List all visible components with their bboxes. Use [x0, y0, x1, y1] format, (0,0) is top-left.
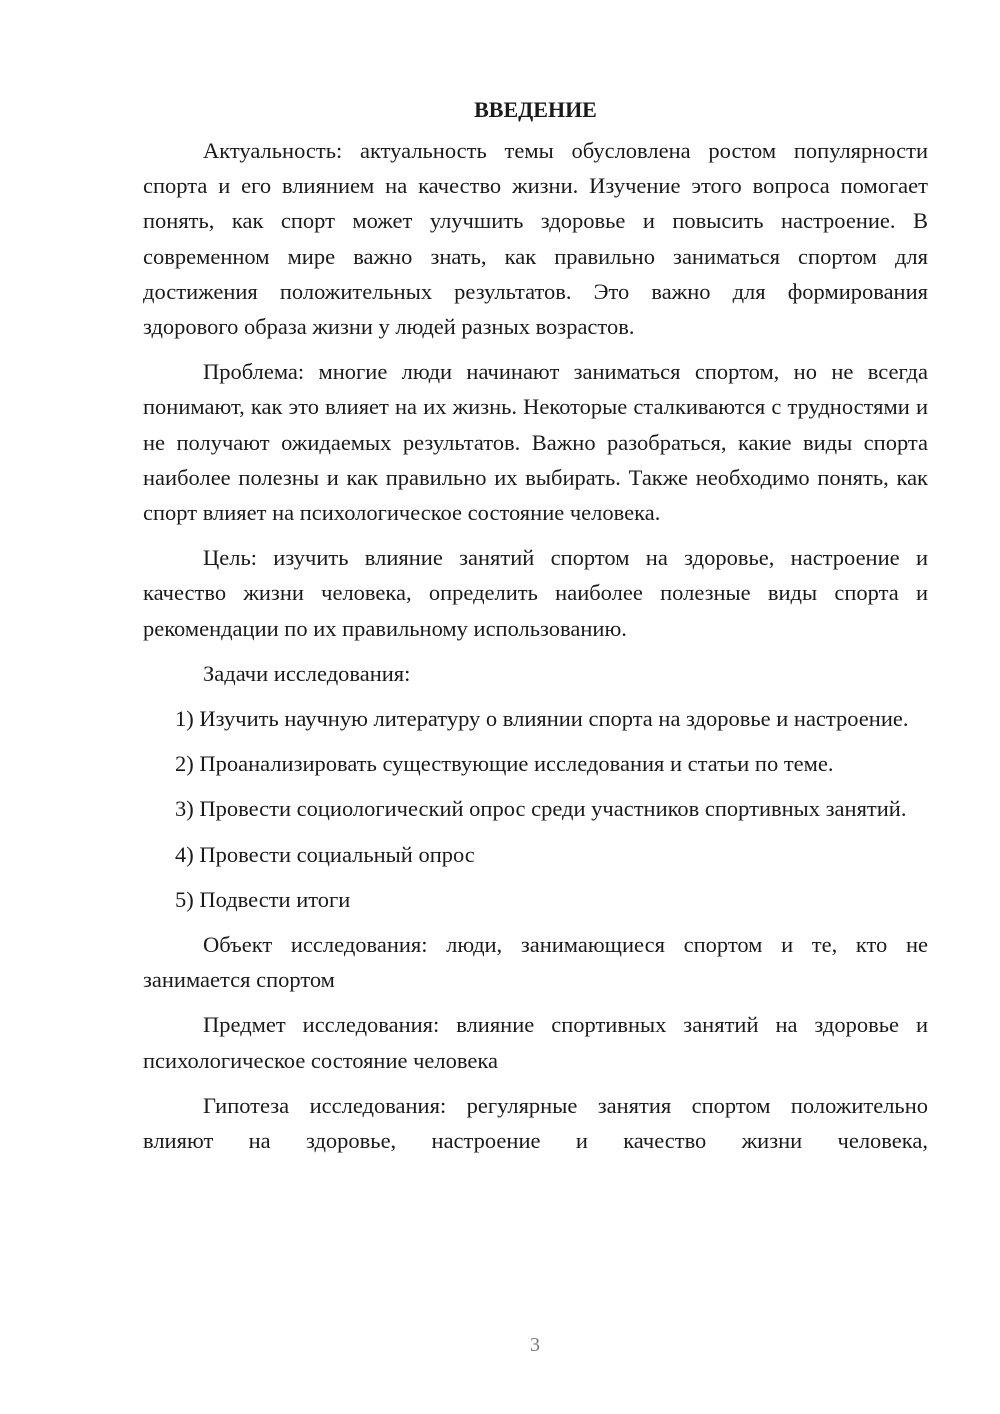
page-number: 3: [530, 1334, 540, 1356]
paragraph-subject: Предмет исследования: влияние спортивных занятий на здоровье и психологическое состояние человека: [143, 1012, 928, 1073]
paragraph-object: Объект исследования: люди, занимающиеся спортом и те, кто не занимается спортом: [143, 932, 928, 993]
section-title: ВВЕДЕНИЕ: [474, 97, 597, 122]
paragraph-relevance: Актуальность: актуальность темы обусловлена ростом популярности спорта и его влиянием на качество жизни. Изучение этого вопроса помогает понять, как спорт может улучшить здоровье и повысить настроение. В современном мире важно знать, как правильно заниматься спортом для достижения положительных результатов. Это важно для формирования здорового образа жизни у людей разных возрастов.: [143, 138, 928, 340]
paragraph-goal: Цель: изучить влияние занятий спортом на здоровье, настроение и качество жизни человека, определить наиболее полезные виды спорта и рекомендации по их правильному использованию.: [143, 545, 928, 641]
task-item: 2) Проанализировать существующие исследования и статьи по теме.: [175, 751, 834, 777]
paragraph-problem: Проблема: многие люди начинают заниматься спортом, но не всегда понимают, как это влияет на их жизнь. Некоторые сталкиваются с трудностями и не получают ожидаемых результатов. Важно разобраться, какие виды спорта наиболее полезны и как правильно их выбирать. Также необходимо понять, как спорт влияет на психологическое состояние человека.: [143, 359, 928, 526]
task-item: 3) Провести социологический опрос среди участников спортивных занятий.: [175, 796, 907, 822]
task-item: 5) Подвести итоги: [175, 886, 351, 912]
paragraph-hypothesis: Гипотеза исследования: регулярные занятия спортом положительно влияют на здоровье, настроение и качество жизни человека,: [143, 1092, 928, 1154]
document-body: [143, 92, 928, 1158]
paragraph-tasks-heading: Задачи исследования:: [203, 660, 411, 686]
task-item: 4) Провести социальный опрос: [175, 841, 475, 867]
task-item: 1) Изучить научную литературу о влиянии спорта на здоровье и настроение.: [175, 706, 909, 732]
